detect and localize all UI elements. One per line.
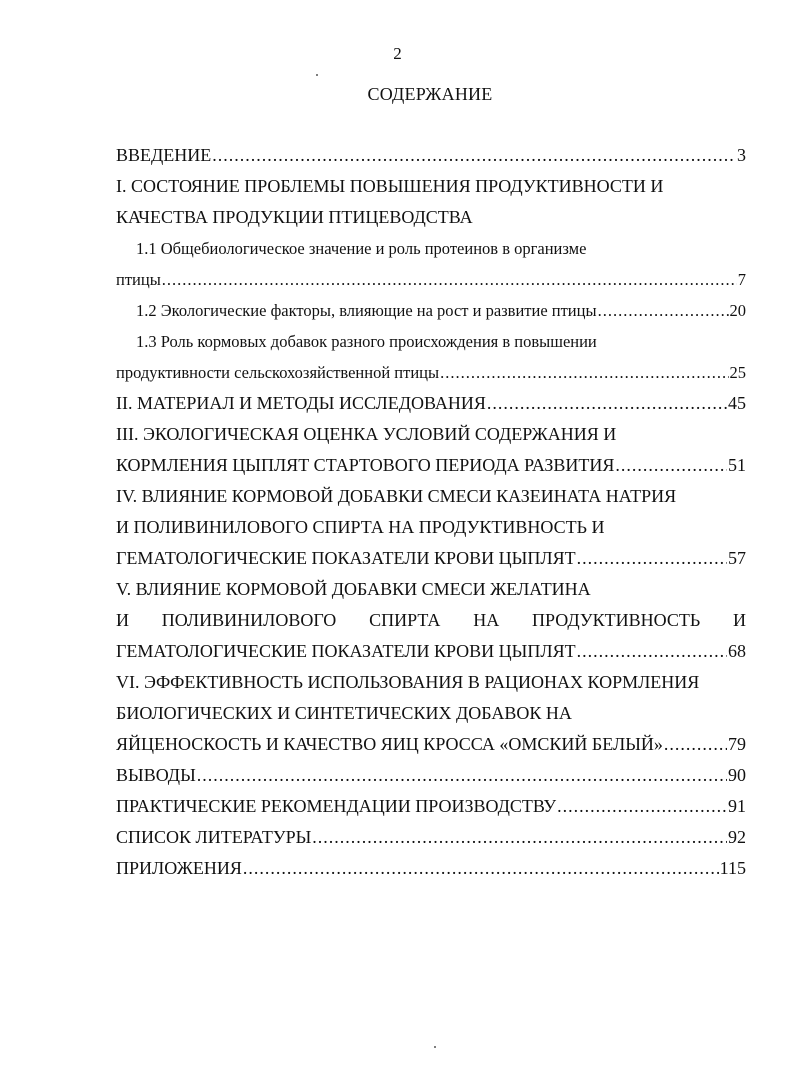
toc-leader	[312, 822, 727, 853]
toc-leader	[243, 853, 719, 884]
toc-chapter-1-line-1[interactable]: I. СОСТОЯНИЕ ПРОБЛЕМЫ ПОВЫШЕНИЯ ПРОДУКТИВНОСТИ И	[116, 176, 664, 196]
toc-chapter-4-line-1[interactable]: IV. ВЛИЯНИЕ КОРМОВОЙ ДОБАВКИ СМЕСИ КАЗЕИНАТА НАТРИЯ	[116, 486, 677, 506]
toc-leader	[440, 357, 728, 388]
toc-chapter-6[interactable]	[116, 729, 746, 760]
toc-leader	[664, 729, 727, 760]
toc-chapter-3-line-1[interactable]: III. ЭКОЛОГИЧЕСКАЯ ОЦЕНКА УСЛОВИЙ СОДЕРЖАНИЯ И	[116, 424, 617, 444]
toc-word: И	[116, 610, 129, 630]
toc-leader	[162, 264, 737, 295]
toc-chapter-6-line-1[interactable]: VI. ЭФФЕКТИВНОСТЬ ИСПОЛЬЗОВАНИЯ В РАЦИОНАХ КОРМЛЕНИЯ	[116, 672, 700, 692]
toc-label: ЯЙЦЕНОСКОСТЬ И КАЧЕСТВО ЯИЦ КРОССА «ОМСКИЙ БЕЛЫЙ»	[116, 734, 663, 754]
toc-chapter-4-line-2[interactable]: И ПОЛИВИНИЛОВОГО СПИРТА НА ПРОДУКТИВНОСТЬ И	[116, 517, 605, 537]
toc-chapter-5-line-2[interactable]	[116, 605, 746, 636]
toc-entry-intro[interactable]	[116, 140, 746, 171]
toc-page-number: 7	[737, 270, 746, 289]
scan-speck	[316, 74, 318, 76]
toc-section-1-3-line-1[interactable]: 1.3 Роль кормовых добавок разного происхождения в повышении	[136, 332, 597, 351]
toc-page-number: 92	[728, 827, 746, 847]
toc-entry-conclusions[interactable]	[116, 760, 746, 791]
toc-page-number: 90	[728, 765, 746, 785]
scan-speck	[434, 1046, 436, 1048]
toc-word: И	[732, 610, 746, 630]
toc-page-number: 68	[728, 641, 746, 661]
toc-word: СПИРТА	[369, 610, 441, 630]
toc-page-number: 57	[728, 548, 746, 568]
toc-chapter-6-line-2[interactable]: БИОЛОГИЧЕСКИХ И СИНТЕТИЧЕСКИХ ДОБАВОК НА	[116, 703, 572, 723]
toc-label: ВВЕДЕНИЕ	[116, 145, 212, 165]
toc-page-number: 3	[737, 145, 746, 165]
table-of-contents	[116, 140, 746, 884]
page-number: 2	[393, 44, 402, 63]
toc-leader	[598, 295, 729, 326]
toc-label: КОРМЛЕНИЯ ЦЫПЛЯТ СТАРТОВОГО ПЕРИОДА РАЗВИТИЯ	[116, 455, 615, 475]
toc-chapter-3[interactable]	[116, 450, 746, 481]
toc-section-1-2[interactable]	[116, 295, 746, 326]
toc-section-1-1[interactable]	[116, 264, 746, 295]
toc-label: птицы	[116, 270, 161, 289]
toc-label: ПРАКТИЧЕСКИЕ РЕКОМЕНДАЦИИ ПРОИЗВОДСТВУ	[116, 796, 557, 816]
toc-page-number: 45	[728, 393, 746, 413]
toc-leader	[212, 140, 736, 171]
toc-page-number: 79	[728, 734, 746, 754]
toc-page-number: 25	[729, 363, 746, 382]
toc-entry-appendices[interactable]	[116, 853, 746, 884]
toc-label: ПРИЛОЖЕНИЯ	[116, 858, 242, 878]
toc-leader	[577, 636, 727, 667]
toc-page-number: 115	[719, 858, 746, 878]
toc-chapter-1-line-2[interactable]: КАЧЕСТВА ПРОДУКЦИИ ПТИЦЕВОДСТВА	[116, 207, 473, 227]
toc-leader	[615, 450, 727, 481]
toc-label: СПИСОК ЛИТЕРАТУРЫ	[116, 827, 312, 847]
toc-entry-references[interactable]	[116, 822, 746, 853]
toc-label: 1.2 Экологические факторы, влияющие на рост и развитие птицы	[136, 301, 597, 320]
toc-leader	[197, 760, 727, 791]
toc-page-number: 20	[729, 301, 746, 320]
toc-section-1-3[interactable]	[116, 357, 746, 388]
toc-section-1-1-line-1[interactable]: 1.1 Общебиологическое значение и роль протеинов в организме	[136, 239, 587, 258]
toc-label: ГЕМАТОЛОГИЧЕСКИЕ ПОКАЗАТЕЛИ КРОВИ ЦЫПЛЯТ	[116, 641, 576, 661]
toc-chapter-2[interactable]	[116, 388, 746, 419]
toc-page-number: 91	[728, 796, 746, 816]
toc-entry-recommendations[interactable]	[116, 791, 746, 822]
toc-leader	[557, 791, 727, 822]
page-title: СОДЕРЖАНИЕ	[367, 84, 493, 104]
toc-word: ПРОДУКТИВНОСТЬ	[532, 610, 701, 630]
toc-chapter-4[interactable]	[116, 543, 746, 574]
toc-label: ГЕМАТОЛОГИЧЕСКИЕ ПОКАЗАТЕЛИ КРОВИ ЦЫПЛЯТ	[116, 548, 576, 568]
toc-chapter-5[interactable]	[116, 636, 746, 667]
toc-label: ВЫВОДЫ	[116, 765, 196, 785]
toc-word: НА	[473, 610, 500, 630]
toc-label: продуктивности сельскохозяйственной птицы	[116, 363, 440, 382]
toc-leader	[577, 543, 727, 574]
toc-leader	[487, 388, 727, 419]
toc-label: II. МАТЕРИАЛ И МЕТОДЫ ИССЛЕДОВАНИЯ	[116, 393, 486, 413]
toc-chapter-5-line-1[interactable]: V. ВЛИЯНИЕ КОРМОВОЙ ДОБАВКИ СМЕСИ ЖЕЛАТИНА	[116, 579, 591, 599]
toc-word: ПОЛИВИНИЛОВОГО	[161, 610, 337, 630]
toc-page-number: 51	[728, 455, 746, 475]
